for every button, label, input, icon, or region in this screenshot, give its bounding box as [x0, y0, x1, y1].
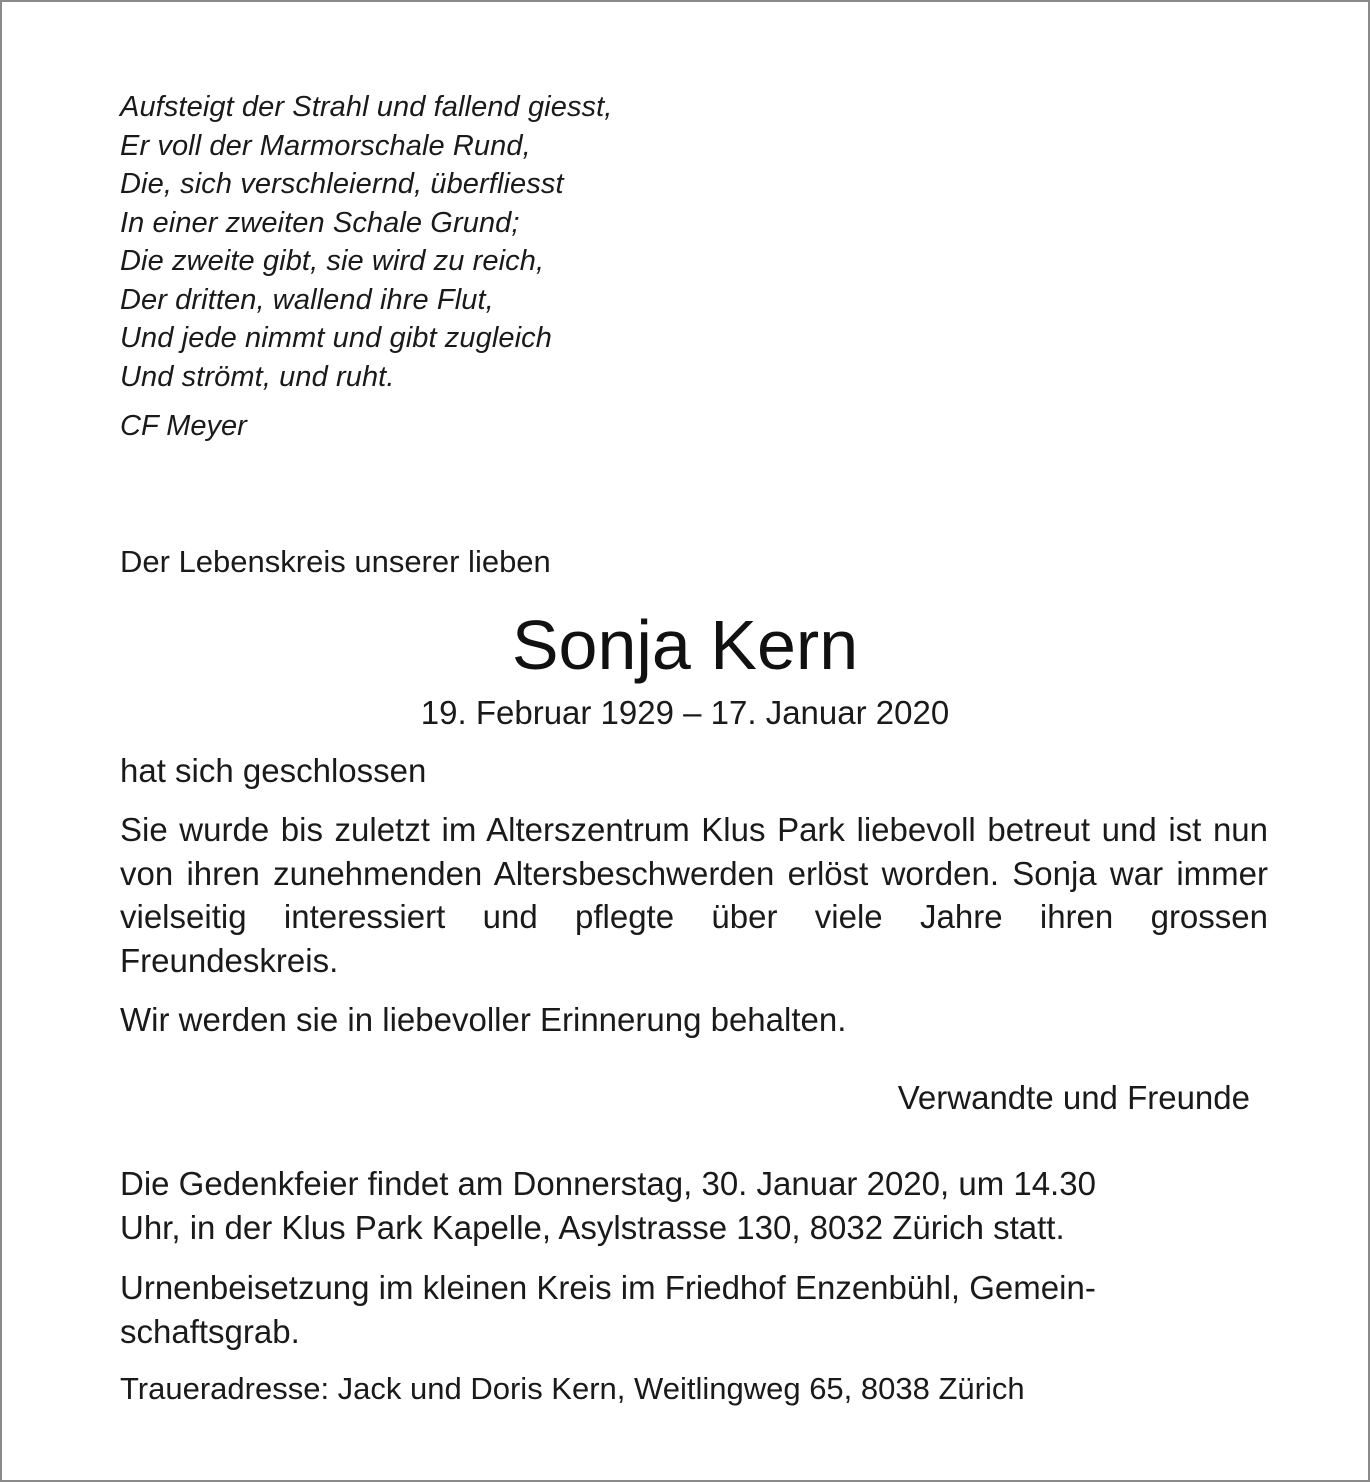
memorial-service-info — [120, 1162, 1268, 1250]
memorial-line: Uhr, in der Klus Park Kapelle, Asylstrasse 130, 8032 Zürich statt. — [120, 1209, 1065, 1246]
deceased-name: Sonja Kern — [511, 606, 859, 684]
mourning-address: Traueradresse: Jack und Doris Kern, Weitlingweg 65, 8038 Zürich — [120, 1371, 1025, 1406]
urn-line: schaftsgrab. — [120, 1313, 300, 1350]
intro-text: Der Lebenskreis unserer lieben — [120, 544, 551, 579]
poem — [120, 88, 820, 396]
poem-line: Die zweite gibt, sie wird zu reich, — [120, 245, 545, 277]
poem-line: In einer zweiten Schale Grund; — [120, 206, 520, 239]
signature: Verwandte und Freunde — [897, 1079, 1250, 1116]
poem-line: Die, sich verschleiernd, überfliesst — [120, 168, 564, 200]
body-paragraph: Sie wurde bis zuletzt im Alterszentrum Klus Park liebevoll betreut und ist nun von ihren zunehmenden Altersbeschwerden erlöst worden. Sonja war immer vielseitig interessiert und pflegte über viele Jahre ihren grossen Freundeskreis. — [120, 811, 1268, 979]
poem-line: Und strömt, und ruht. — [120, 360, 395, 393]
memorial-line: Die Gedenkfeier findet am Donnerstag, 30. Januar 2020, um 14.30 — [120, 1165, 1096, 1202]
poem-line: Der dritten, wallend ihre Flut, — [120, 283, 494, 316]
life-dates: 19. Februar 1929 – 17. Januar 2020 — [420, 694, 950, 731]
farewell-text: Wir werden sie in liebevoller Erinnerung behalten. — [120, 1001, 847, 1038]
poem-author: CF Meyer — [120, 410, 247, 442]
poem-line: Aufsteigt der Strahl und fallend giesst, — [120, 91, 613, 123]
urn-burial-info — [120, 1266, 1268, 1354]
closing-text: hat sich geschlossen — [120, 752, 427, 789]
poem-line: Und jede nimmt und gibt zugleich — [120, 322, 552, 354]
poem-line: Er voll der Marmorschale Rund, — [120, 129, 531, 162]
urn-line: Urnenbeisetzung im kleinen Kreis im Friedhof Enzenbühl, Gemein- — [120, 1269, 1096, 1306]
